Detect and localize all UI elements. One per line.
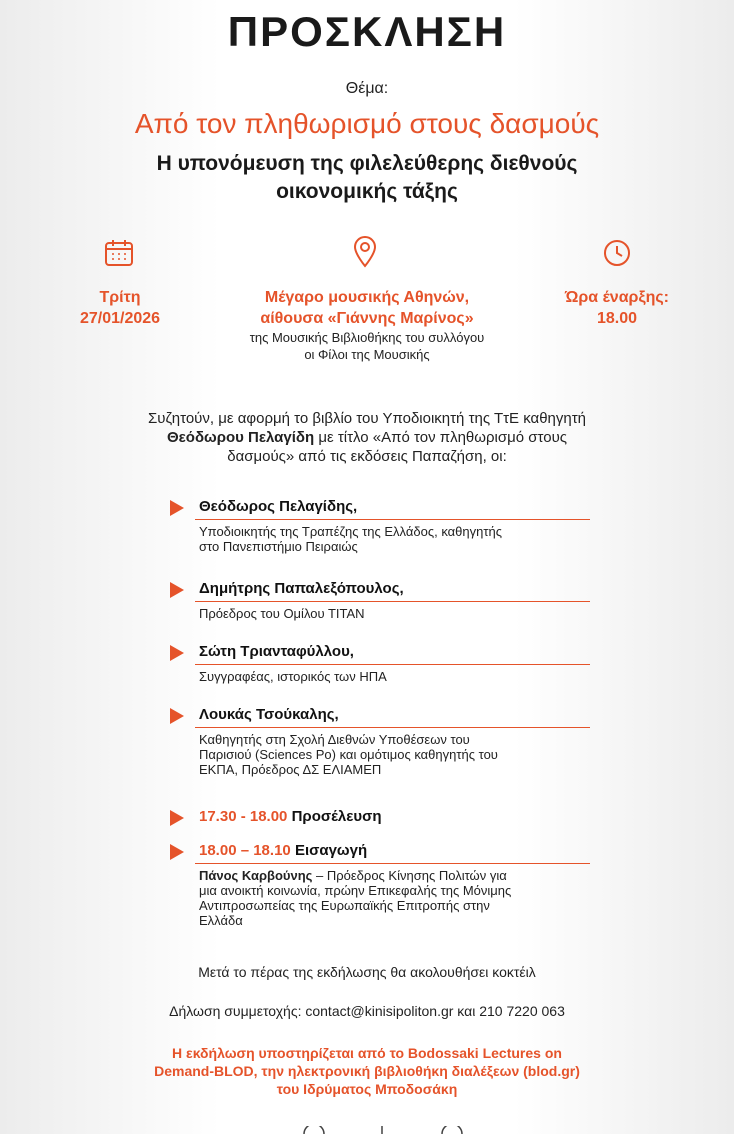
- topic-title: Από τον πληθωρισμό στους δασμούς: [134, 108, 600, 139]
- location-pin-icon: [352, 236, 378, 268]
- speaker-desc-line: Καθηγητής στη Σχολή Διεθνών Υποθέσεων του: [199, 732, 470, 747]
- arrow-bullet-icon: [170, 810, 184, 826]
- venue-line-2: αίθουσα «Γιάννης Μαρίνος»: [260, 310, 474, 327]
- speaker-desc-line: Συγγραφέας, ιστορικός των ΗΠΑ: [199, 669, 387, 684]
- schedule-entry: [199, 808, 382, 825]
- speaker-name: Δημήτρης Παπαλεξόπουλος,: [199, 580, 404, 597]
- sponsor-line-1: Η εκδήλωση υποστηρίζεται από το Bodossaki Lectures on: [172, 1045, 562, 1061]
- schedule-item: [170, 808, 590, 832]
- clock-icon: [602, 238, 632, 268]
- event-date-value: 27/01/2026: [79, 310, 161, 327]
- book-author: Θεόδωρου Πελαγίδη: [167, 429, 315, 446]
- speaker-description: [199, 669, 589, 684]
- rsvp-line: Δήλωση συμμετοχής: contact@kinisipoliton.gr και 210 7220 063: [169, 1003, 565, 1019]
- schedule-entry: [199, 842, 367, 859]
- start-time-value: 18.00: [596, 310, 638, 327]
- speaker-name: Λουκάς Τσούκαλης,: [199, 706, 339, 723]
- venue-line-1: Μέγαρο μουσικής Αθηνών,: [264, 289, 470, 306]
- speaker-item: [170, 498, 590, 558]
- speaker-description: [199, 524, 589, 554]
- event-date: [40, 287, 200, 329]
- arrow-bullet-icon: [170, 645, 184, 661]
- intro-line-2: [60, 428, 674, 447]
- topic-subtitle-line-1: Η υπονόμευση της φιλελεύθερης διεθνούς: [156, 152, 578, 175]
- speaker-name: Θεόδωρος Πελαγίδης,: [199, 498, 358, 515]
- divider: [195, 863, 590, 864]
- arrow-bullet-icon: [170, 500, 184, 516]
- divider: [195, 664, 590, 665]
- event-day: Τρίτη: [99, 289, 141, 306]
- venue-note-2: οι Φίλοι της Μουσικής: [304, 347, 430, 362]
- schedule-time: 18.00 – 18.10: [199, 842, 291, 859]
- speaker-desc-line: Υποδιοικητής της Τραπέζης της Ελλάδος, καθηγητής: [199, 524, 502, 539]
- speaker-item: [170, 643, 590, 689]
- speaker-description: [199, 732, 589, 777]
- speaker-name: Σώτη Τριανταφύλλου,: [199, 643, 354, 660]
- venue-note-1: της Μουσικής Βιβλιοθήκης του συλλόγου: [249, 330, 485, 345]
- intro-speaker-role: – Πρόεδρος Κίνησης Πολιτών για: [312, 868, 507, 883]
- speaker-desc-line: Πρόεδρος του Ομίλου ΤΙΤΑΝ: [199, 606, 365, 621]
- divider: [195, 601, 590, 602]
- schedule-item: [170, 842, 590, 942]
- intro-speaker-line: Ελλάδα: [199, 913, 243, 928]
- footer-logos: [0, 1126, 734, 1134]
- sponsor-line-3: του Ιδρύματος Μποδοσάκη: [276, 1081, 458, 1097]
- start-time-label: Ώρα έναρξης:: [565, 289, 669, 306]
- schedule-label: Εισαγωγή: [294, 842, 368, 859]
- intro-line-3: δασμούς» από τις εκδόσεις Παπαζήση, οι:: [227, 448, 507, 465]
- divider: [195, 727, 590, 728]
- intro-line-2-text: με τίτλο «Από τον πληθωρισμό στους: [314, 429, 567, 446]
- intro-line-1: Συζητούν, με αφορμή το βιβλίο του Υποδιοικητή της ΤτΕ καθηγητή: [147, 410, 587, 427]
- calendar-icon: [104, 238, 134, 268]
- sponsor-note: [0, 1044, 734, 1098]
- schedule-label: Προσέλευση: [291, 808, 382, 825]
- topic-subtitle-line-2: οικονομικής τάξης: [276, 180, 458, 203]
- intro-speaker-name: Πάνος Καρβούνης: [199, 868, 313, 883]
- speaker-item: [170, 580, 590, 626]
- intro-speaker-description: [199, 868, 589, 928]
- speaker-desc-line: ΕΚΠΑ, Πρόεδρος ΔΣ ΕΛΙΑΜΕΠ: [199, 762, 382, 777]
- speaker-description: [199, 606, 589, 621]
- topic-label: Θέμα:: [345, 80, 389, 97]
- event-venue: [200, 287, 534, 363]
- divider: [195, 519, 590, 520]
- speaker-desc-line: Παρισιού (Sciences Po) και ομότιμος καθηγητής του: [199, 747, 498, 762]
- intro-speaker-line: μια ανοικτή κοινωνία, πρώην Επικεφαλής της Μόνιμης: [199, 883, 512, 898]
- event-time: [534, 287, 700, 329]
- speaker-desc-line: στο Πανεπιστήμιο Πειραιώς: [199, 539, 358, 554]
- schedule-time: 17.30 - 18.00: [199, 808, 288, 825]
- cocktail-note: Μετά το πέρας της εκδήλωσης θα ακολουθήσει κοκτέιλ: [198, 964, 536, 980]
- intro-paragraph: [60, 409, 674, 466]
- arrow-bullet-icon: [170, 844, 184, 860]
- topic-subtitle: [0, 150, 734, 206]
- sponsor-line-2: Demand-BLOD, την ηλεκτρονική βιβλιοθήκη διαλέξεων (blod.gr): [154, 1063, 580, 1079]
- speaker-item: [170, 706, 590, 786]
- page-title: ΠΡΟΣΚΛΗΣΗ: [227, 8, 507, 55]
- arrow-bullet-icon: [170, 582, 184, 598]
- intro-speaker-line: Αντιπροσωπείας της Ευρωπαϊκής Επιτροπής στην: [199, 898, 490, 913]
- intro-speaker-line: [199, 868, 589, 883]
- arrow-bullet-icon: [170, 708, 184, 724]
